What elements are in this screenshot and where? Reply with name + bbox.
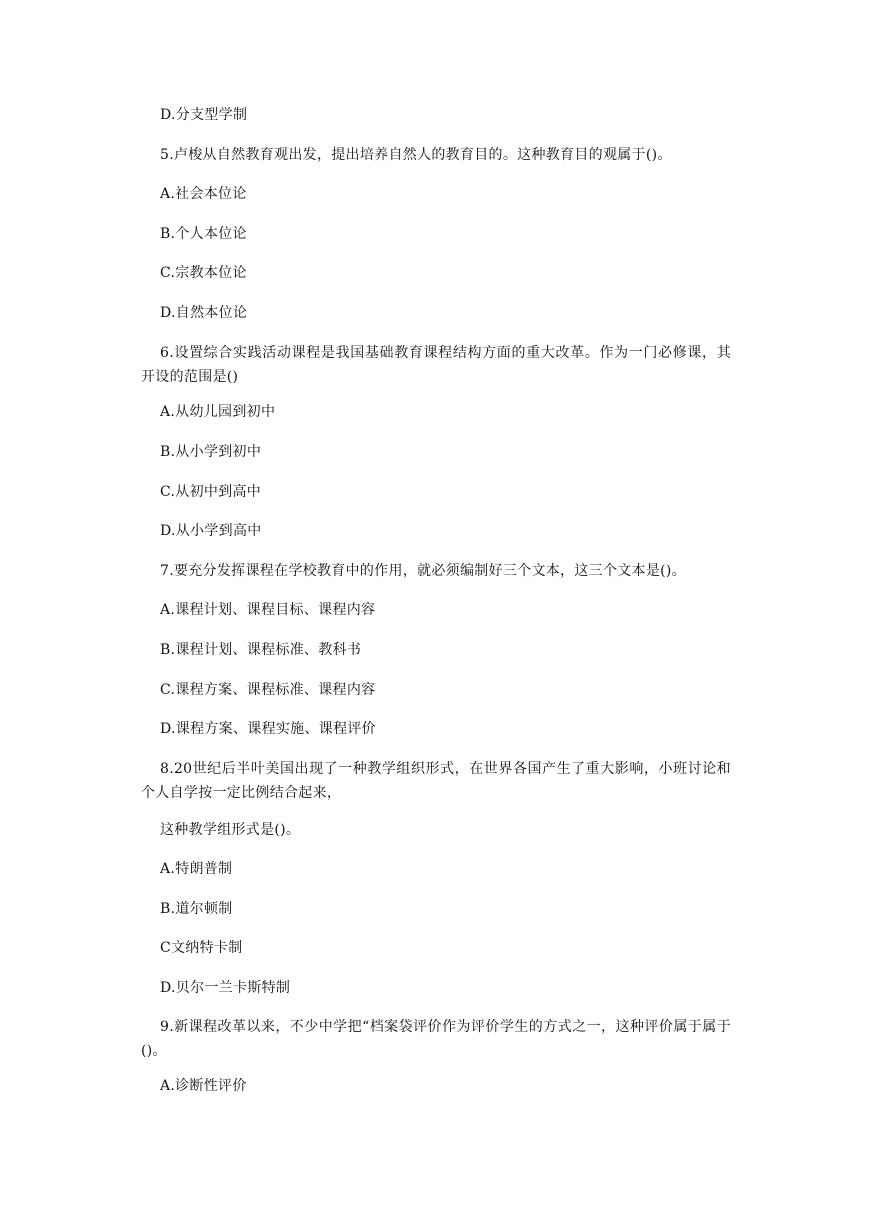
option-q5-b: B.个人本位论	[160, 226, 247, 242]
option-q6-a: A.从幼儿园到初中	[160, 404, 276, 420]
option-q7-c: C.课程方案、课程标准、课程内容	[160, 682, 376, 698]
option-q7-a: A.课程计划、课程目标、课程内容	[160, 602, 376, 618]
option-q4-d: D.分支型学制	[160, 107, 248, 123]
option-q5-c: C.宗教本位论	[160, 265, 247, 281]
option-q5-a: A.社会本位论	[160, 186, 247, 202]
question-6: 6.设置综合实践活动课程是我国基础教育课程结构方面的重大改革。作为一门必修课，其开设的范围是()	[141, 345, 731, 385]
question-7: 7.要充分发挥课程在学校教育中的作用，就必须编制好三个文本，这三个文本是()。	[160, 563, 686, 579]
option-q6-d: D.从小学到高中	[160, 523, 262, 539]
option-q6-b: B.从小学到初中	[160, 444, 262, 460]
question-9: 9.新课程改革以来，不少中学把“档案袋评价作为评价学生的方式之一，这种评价属于属于()。	[141, 1019, 731, 1059]
option-q9-a: A.诊断性评价	[160, 1078, 247, 1094]
option-q8-b: B.道尔顿制	[160, 901, 233, 917]
option-q8-d: D.贝尔一兰卡斯特制	[160, 980, 291, 996]
option-q8-a: A.特朗普制	[160, 861, 233, 877]
question-8-continued: 这种教学组形式是()。	[160, 822, 301, 838]
option-q7-b: B.课程计划、课程标准、教科书	[160, 642, 362, 658]
option-q8-c: C文纳特卡制	[160, 940, 243, 956]
question-8: 8.20世纪后半叶美国出现了一种教学组织形式，在世界各国产生了重大影响，小班讨论和个人自学按一定比例结合起来，	[141, 761, 731, 801]
option-q5-d: D.自然本位论	[160, 305, 248, 321]
question-5: 5.卢梭从自然教育观出发，提出培养自然人的教育目的。这种教育目的观属于()。	[160, 147, 672, 163]
option-q7-d: D.课程方案、课程实施、课程评价	[160, 721, 376, 737]
option-q6-c: C.从初中到高中	[160, 484, 262, 500]
